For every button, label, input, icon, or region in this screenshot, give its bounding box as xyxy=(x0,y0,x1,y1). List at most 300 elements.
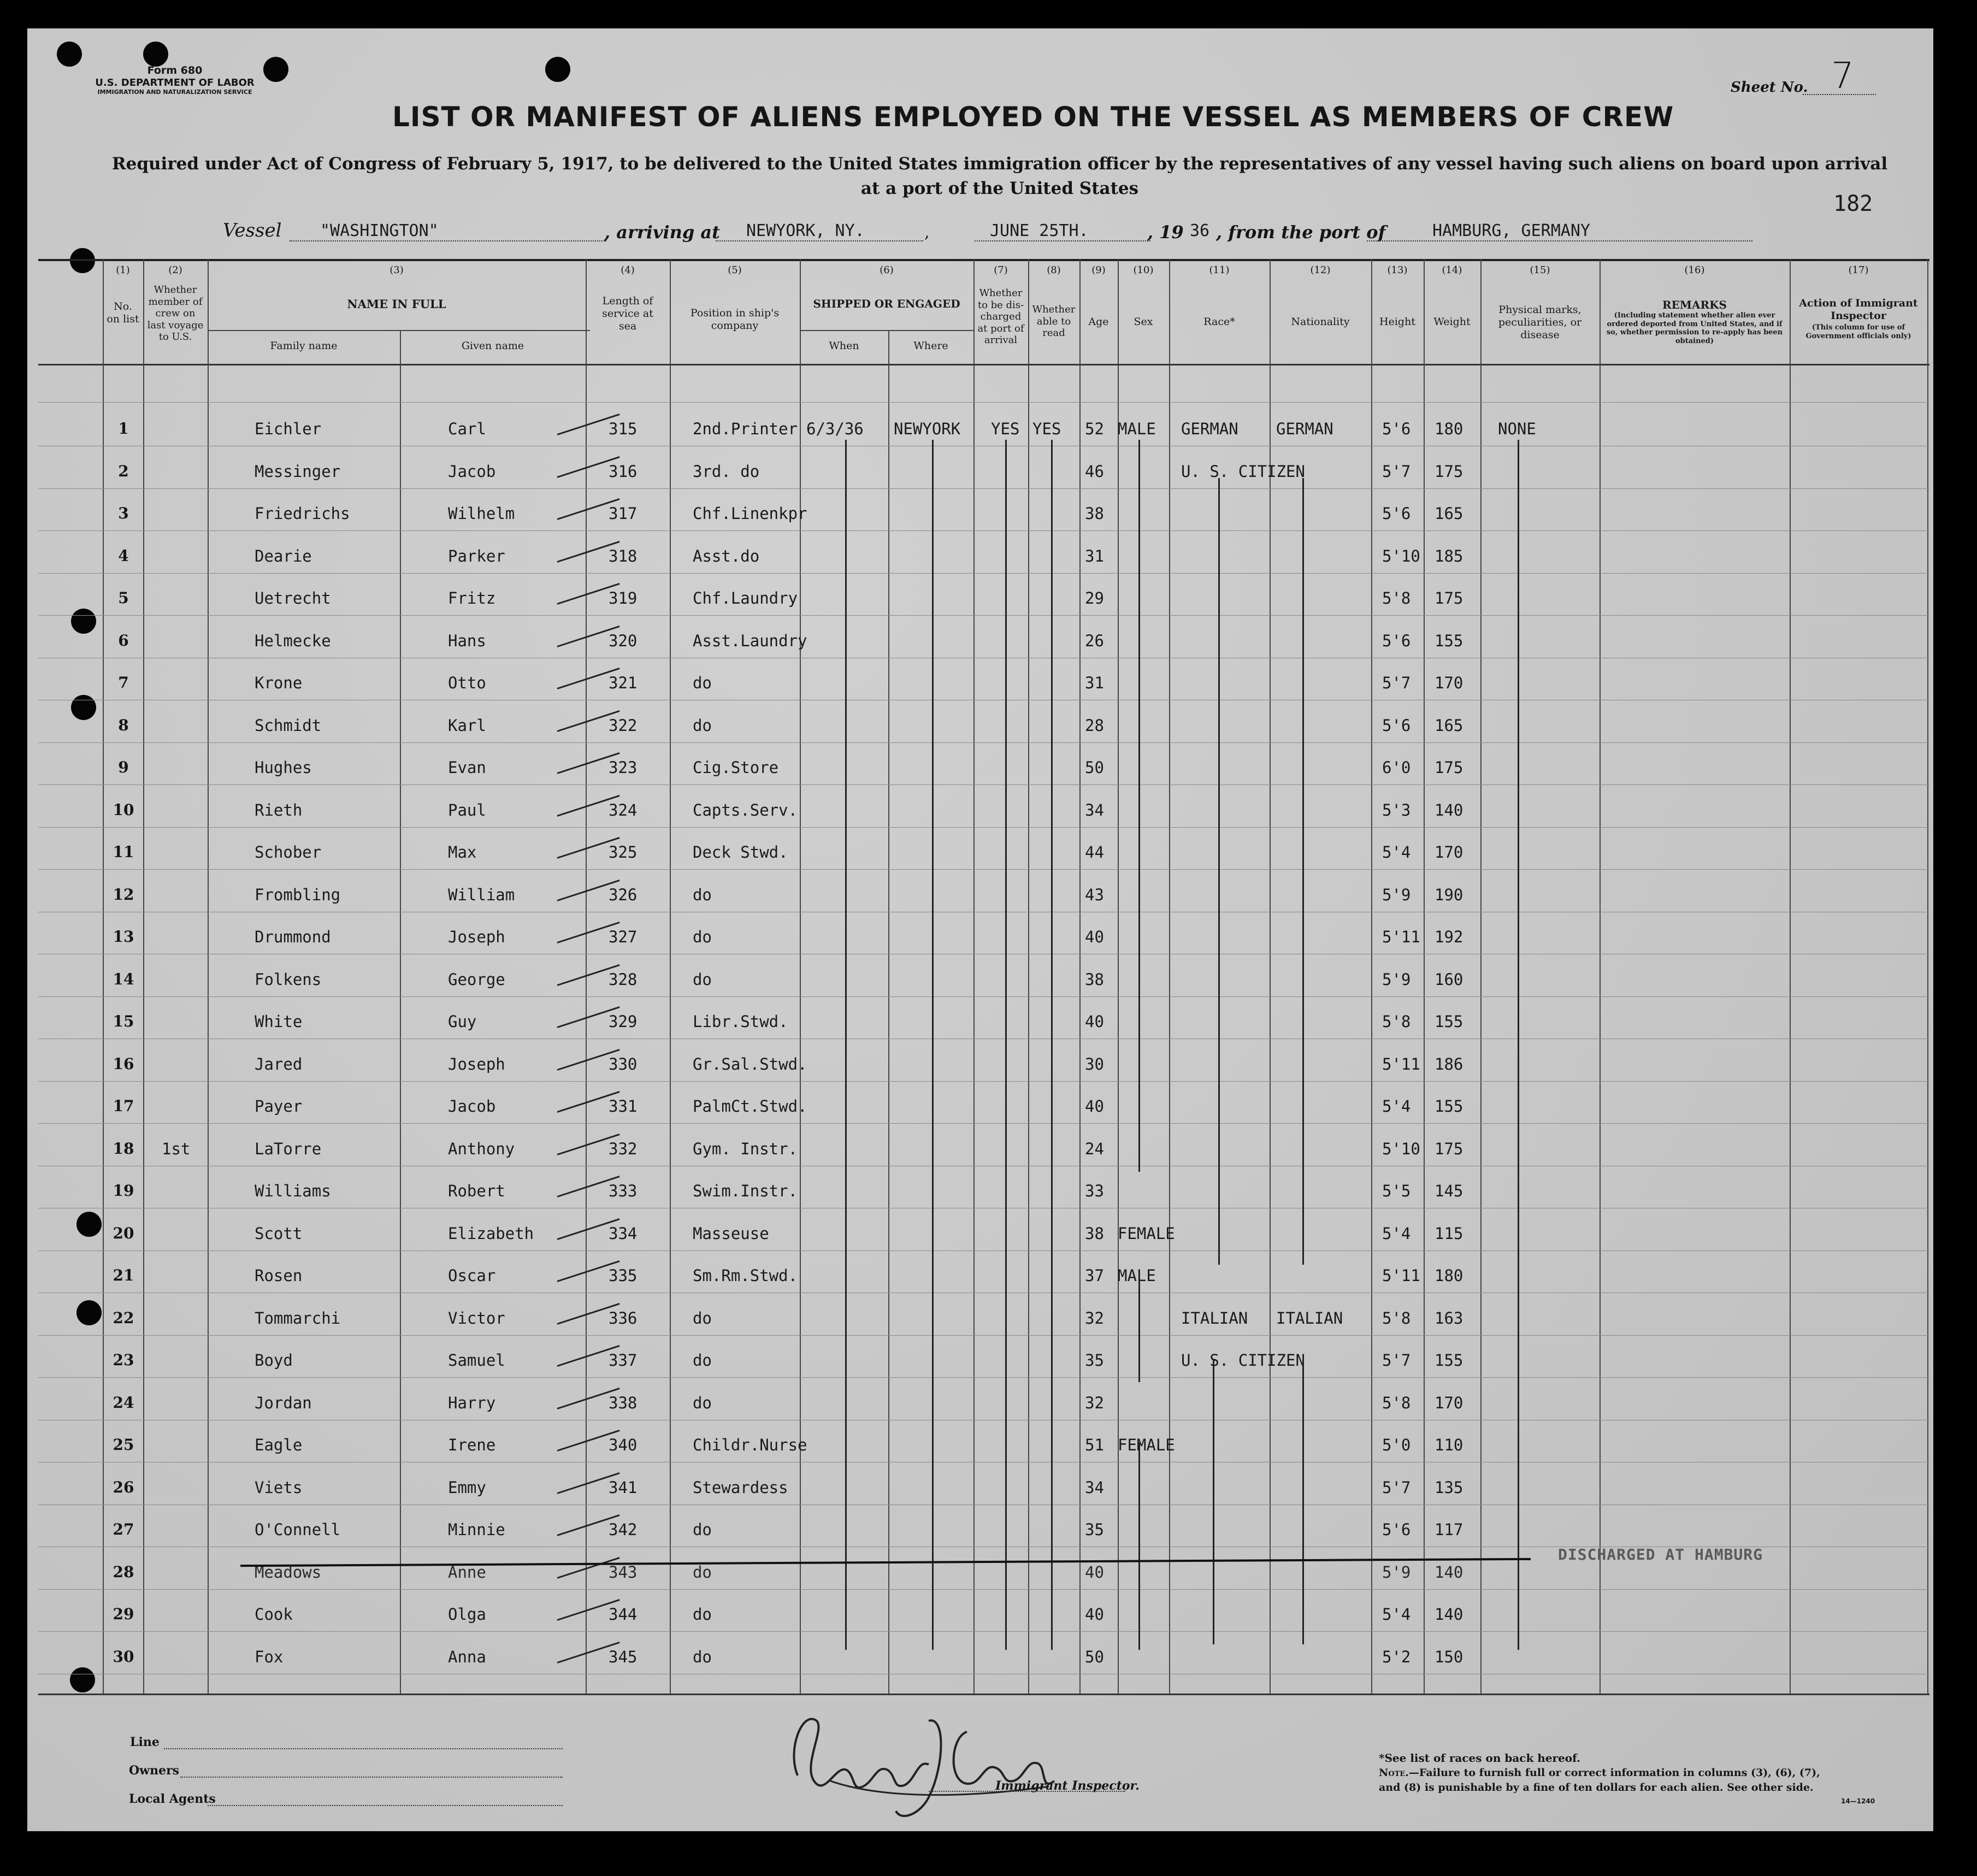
row-number: 6 xyxy=(118,631,129,650)
position-cell: do xyxy=(693,716,712,735)
service-cell: 321 xyxy=(609,674,638,692)
age-cell: 40 xyxy=(1085,1097,1104,1116)
family-name-cell: Viets xyxy=(255,1478,303,1497)
service-cell: 344 xyxy=(609,1605,638,1624)
service-cell: 342 xyxy=(609,1520,638,1539)
height-cell: 5'9 xyxy=(1382,885,1411,904)
service-cell: 340 xyxy=(609,1436,638,1454)
family-name-cell: Tommarchi xyxy=(255,1308,341,1328)
given-name-cell: Karl xyxy=(448,716,486,735)
position-cell: Masseuse xyxy=(693,1224,769,1243)
age-cell: 28 xyxy=(1085,716,1104,735)
arrival-port: NEWYORK, NY. xyxy=(746,221,865,240)
hdr-action: Action of Immigrant Inspector xyxy=(1799,297,1918,322)
col-num-3: (3) xyxy=(390,264,404,276)
service-cell: 328 xyxy=(609,970,638,989)
age-cell: 35 xyxy=(1085,1520,1104,1539)
height-cell: 5'7 xyxy=(1382,1478,1411,1497)
position-cell: do xyxy=(693,1520,712,1539)
weight-cell: 155 xyxy=(1435,1351,1463,1370)
given-name-cell: Oscar xyxy=(448,1266,496,1285)
weight-cell: 170 xyxy=(1435,1393,1463,1412)
remark-stamp: DISCHARGED AT HAMBURG xyxy=(1558,1545,1763,1564)
hdr-member-last-voyage: Whether member of crew on last voyage to U.S. xyxy=(147,284,204,343)
row-number: 21 xyxy=(113,1266,134,1284)
fine-note xyxy=(1379,1766,1843,1795)
given-name-cell: Harry xyxy=(448,1393,496,1412)
position-cell: Chf.Linenkpr xyxy=(693,504,807,523)
position-cell: do xyxy=(693,885,712,904)
col-num-12: (12) xyxy=(1310,264,1331,276)
form-id-block xyxy=(93,64,257,96)
height-cell: 5'11 xyxy=(1382,1054,1420,1073)
weight-cell: 135 xyxy=(1435,1478,1463,1497)
manifest-page: Form 680 U.S. DEPARTMENT OF LABOR IMMIGRATION AND NATURALIZATION SERVICE Sheet No. 7 LIST OR MANIFEST OF ALIENS EMPLOYED ON THE VESSEL AS MEMBERS OF CREW Required under Act of Congress of February 5, 1917, to be delivered to the United States immigration officer by the representatives of any vessel having such aliens on board upon arrival at a port of the United States 182 Vessel "WASHINGTON" , arriving at NEWYORK, NY. , JUNE 25TH. , 19 36 , from the port of HAMBURG, GERMANY (1) (2) (3) (4) (5) (6) (7) (8) (9) (10) (11) (12) (13) (14) (15) (16) (17) No. on list Whether member of crew on last voyage to U.S. NAME IN FULL Family name Given name Length of service at sea Position in ship's company SHIPPED OR ENGAGED When Where Whether to be dis-charged at port of arrival Whether able to read Age Sex Race* Nationality Height Weight Physical marks, peculiarities, or disease REMARKS (Including statement whether alien ever ordered deported from United States, and if so, whether permission to re-apply has been obtained) Action of Immigrant Inspector (This column for use of Government officials only) 1 Eichler Carl 315 2nd.Printer 6/3/36 NEWYORK YES YES 52 MALE GERMAN GERMAN 5'6 180 NONE 2 Messinger Jacob 316 3rd. do 46 U. S. CITIZEN 5'7 175 3 Friedrichs Wilhelm 317 Chf.Linenkpr 38 5'6 165 4 Dearie Parker 318 Asst.do 31 5'10 185 5 Uetrecht Fritz 319 Chf.Laundry 29 5'8 175 6 Helmecke Hans 320 Asst.Laundry 26 5'6 155 7 Krone Otto 321 do 31 5'7 170 8 Schmidt Karl 322 do 28 5'6 165 9 Hughes Evan 323 Cig.Store 50 6'0 175 10 Rieth Paul 324 Capts.Serv. 34 5'3 140 11 Schober Max 325 Deck Stwd. 44 5'4 170 12 Frombling William 326 do 43 5'9 190 13 Drummond Joseph 327 do 40 5'11 192 14 Folkens George 328 do 38 5'9 160 15 White Guy 329 Libr.Stwd. 40 5'8 155 16 Jared Joseph 330 Gr.Sal.Stwd. 30 5'11 186 17 Payer Jacob 331 PalmCt.Stwd. 40 5'4 155 18 1st LaTorre Anthony 332 Gym. Instr. 24 5'10 175 19 Williams Robert 333 Swim.Instr. 33 5'5 145 20 Scott Elizabeth 334 Masseuse 38 FEMALE 5'4 115 21 Rosen Oscar 335 Sm.Rm.Stwd. 37 MALE 5'11 180 22 Tommarchi Victor 336 do 32 ITALIAN ITALIAN 5'8 163 23 Boyd Samuel 337 do 35 U. S. CITIZEN 5'7 155 24 Jordan Harry 338 do 32 5'8 170 25 Eagle Irene 340 Childr.Nurse 51 FEMALE 5'0 110 26 Viets Emmy 341 Stewardess 34 5'7 135 27 O'Connell Minnie 342 do 35 5'6 117 28 Meadows Anne 343 do 40 5'9 140 DISCHARGED AT HAMBURG 29 Cook Olga 344 do 40 5'4 140 30 Fox Anna 345 do 50 5'2 150 Line Owners Local Agents Immigrant Inspector. *See list of races on back hereof. Note.—Failure to furnish full or correct information in columns (3), (6), (7), and (8) is punishable by a fine of ten dollars for each alien. See other side. 14—1240 xyxy=(0,0,1977,1876)
col-num-14: (14) xyxy=(1442,264,1462,276)
race-cell: GERMAN xyxy=(1181,420,1238,438)
nationality-cell: ITALIAN xyxy=(1276,1308,1343,1328)
height-cell: 5'6 xyxy=(1382,420,1411,438)
arrival-year: 36 xyxy=(1190,221,1210,240)
age-cell: 38 xyxy=(1085,504,1104,523)
height-cell: 5'5 xyxy=(1382,1182,1411,1200)
weight-cell: 160 xyxy=(1435,970,1463,989)
col-num-10: (10) xyxy=(1133,264,1154,276)
race-cell: U. S. CITIZEN xyxy=(1181,1351,1305,1370)
age-cell: 32 xyxy=(1085,1393,1104,1412)
row-rule xyxy=(38,1335,1929,1336)
row-number: 13 xyxy=(113,928,134,946)
hdr-weight: Weight xyxy=(1433,316,1471,328)
ditto-line-sex-1 xyxy=(1138,440,1140,1172)
punch-hole xyxy=(71,609,96,634)
row-number: 5 xyxy=(118,589,129,607)
row-rule xyxy=(38,869,1929,870)
position-cell: Gr.Sal.Stwd. xyxy=(693,1054,807,1073)
family-name-cell: Jordan xyxy=(255,1393,312,1412)
weight-cell: 155 xyxy=(1435,631,1463,650)
given-name-cell: Evan xyxy=(448,758,486,777)
height-cell: 5'7 xyxy=(1382,462,1411,481)
position-cell: Swim.Instr. xyxy=(693,1182,798,1200)
position-cell: Asst.Laundry xyxy=(693,631,807,650)
hdr-when: When xyxy=(829,340,859,352)
hdr-nationality: Nationality xyxy=(1291,316,1350,328)
family-name-cell: Dearie xyxy=(255,546,312,565)
col-num-6: (6) xyxy=(880,264,894,276)
weight-cell: 180 xyxy=(1435,1266,1463,1285)
position-cell: do xyxy=(693,1351,712,1370)
age-cell: 35 xyxy=(1085,1351,1104,1370)
age-cell: 37 xyxy=(1085,1266,1104,1285)
footer-owners-label: Owners xyxy=(129,1763,180,1778)
sheet-label: Sheet No. xyxy=(1731,79,1808,96)
height-cell: 5'4 xyxy=(1382,843,1411,862)
row-number: 25 xyxy=(113,1436,134,1454)
weight-cell: 117 xyxy=(1435,1520,1463,1539)
hdr-action-note: (This column for use of Government officials only) xyxy=(1805,323,1911,340)
given-name-cell: William xyxy=(448,885,515,904)
age-cell: 29 xyxy=(1085,589,1104,607)
row-number: 2 xyxy=(118,462,129,480)
family-name-cell: LaTorre xyxy=(255,1139,322,1158)
hdr-name-in-full: NAME IN FULL xyxy=(347,297,446,311)
family-name-cell: Frombling xyxy=(255,885,341,904)
hdr-able-read: Whether able to read xyxy=(1032,304,1076,339)
service-cell: 318 xyxy=(609,546,638,565)
given-name-cell: Irene xyxy=(448,1436,496,1454)
given-name-cell: Guy xyxy=(448,1012,477,1031)
given-name-cell: Fritz xyxy=(448,589,496,607)
service-cell: 331 xyxy=(609,1097,638,1116)
age-cell: 38 xyxy=(1085,1224,1104,1243)
ditto-line-nat-1 xyxy=(1302,478,1304,1265)
read-cell: YES xyxy=(1032,420,1061,438)
hdr-sex: Sex xyxy=(1134,316,1153,328)
col-num-13: (13) xyxy=(1387,264,1408,276)
position-cell: do xyxy=(693,928,712,946)
weight-cell: 175 xyxy=(1435,589,1463,607)
hdr-physical: Physical marks, peculiarities, or disease xyxy=(1498,304,1582,341)
given-name-cell: Parker xyxy=(448,546,505,565)
row-number: 10 xyxy=(113,800,134,819)
service-cell: 343 xyxy=(609,1562,638,1582)
row-rule xyxy=(38,1250,1929,1251)
age-cell: 26 xyxy=(1085,631,1104,650)
position-cell: Chf.Laundry xyxy=(693,589,798,607)
given-name-cell: Anna xyxy=(448,1647,486,1666)
position-cell: PalmCt.Stwd. xyxy=(693,1097,807,1116)
weight-cell: 150 xyxy=(1435,1647,1463,1666)
weight-cell: 155 xyxy=(1435,1097,1463,1116)
hdr-race: Race* xyxy=(1203,316,1235,328)
ditto-line-where xyxy=(932,440,934,1650)
hdr-family-name: Family name xyxy=(270,340,338,352)
voyage-cell: 1st xyxy=(162,1139,191,1158)
when-cell: 6/3/36 xyxy=(806,420,864,438)
height-cell: 5'0 xyxy=(1382,1436,1411,1454)
weight-cell: 165 xyxy=(1435,504,1463,523)
footer-agents-label: Local Agents xyxy=(129,1792,216,1806)
given-name-cell: Joseph xyxy=(448,928,505,946)
given-name-cell: Robert xyxy=(448,1182,505,1200)
row-number: 19 xyxy=(113,1182,134,1200)
given-name-cell: Olga xyxy=(448,1605,486,1624)
service-cell: 337 xyxy=(609,1351,638,1370)
row-number: 27 xyxy=(113,1520,134,1538)
family-name-cell: Friedrichs xyxy=(255,504,350,523)
service-cell: 329 xyxy=(609,1012,638,1031)
service-cell: 334 xyxy=(609,1224,638,1243)
height-cell: 5'8 xyxy=(1382,589,1411,607)
form-number: Form 680 xyxy=(147,64,203,76)
height-cell: 5'8 xyxy=(1382,1308,1411,1328)
weight-cell: 192 xyxy=(1435,928,1463,946)
position-cell: Capts.Serv. xyxy=(693,800,798,819)
row-number: 23 xyxy=(113,1351,134,1369)
family-name-cell: Rieth xyxy=(255,800,303,819)
row-number: 8 xyxy=(118,716,129,734)
service-cell: 333 xyxy=(609,1182,638,1200)
position-cell: Childr.Nurse xyxy=(693,1436,807,1454)
service-cell: 316 xyxy=(609,462,638,481)
service-cell: 325 xyxy=(609,843,638,862)
age-cell: 50 xyxy=(1085,758,1104,777)
row-number: 15 xyxy=(113,1012,134,1030)
row-number: 12 xyxy=(113,885,134,904)
year-prefix: , 19 xyxy=(1147,222,1184,243)
family-name-cell: Drummond xyxy=(255,928,331,946)
family-name-cell: Eagle xyxy=(255,1436,303,1454)
arrival-date: JUNE 25TH. xyxy=(990,221,1089,240)
position-cell: do xyxy=(693,1605,712,1624)
age-cell: 24 xyxy=(1085,1139,1104,1158)
weight-cell: 170 xyxy=(1435,674,1463,692)
departure-port: HAMBURG, GERMANY xyxy=(1432,221,1590,240)
weight-cell: 140 xyxy=(1435,1605,1463,1624)
weight-cell: 145 xyxy=(1435,1182,1463,1200)
row-rule xyxy=(38,1123,1929,1124)
position-cell: do xyxy=(693,1308,712,1328)
ditto-line-race-1 xyxy=(1218,478,1220,1265)
row-number: 1 xyxy=(118,420,129,438)
service-cell: 341 xyxy=(609,1478,638,1497)
punch-hole xyxy=(71,695,96,720)
inspector-signature xyxy=(765,1699,1071,1830)
fine-note-text: —Failure to furnish full or correct information in columns (3), (6), (7), and (8) is punishable by a fine of ten dollars for each alien. See other side. xyxy=(1379,1767,1820,1794)
age-cell: 34 xyxy=(1085,1478,1104,1497)
row-rule xyxy=(38,996,1929,997)
height-cell: 5'6 xyxy=(1382,504,1411,523)
given-name-cell: Minnie xyxy=(448,1520,505,1539)
height-cell: 5'6 xyxy=(1382,716,1411,735)
weight-cell: 165 xyxy=(1435,716,1463,735)
row-number: 7 xyxy=(118,674,129,692)
row-rule xyxy=(38,1589,1929,1590)
service-cell: 330 xyxy=(609,1054,638,1073)
row-rule xyxy=(38,1081,1929,1082)
position-cell: do xyxy=(693,970,712,989)
height-cell: 5'3 xyxy=(1382,800,1411,819)
row-rule xyxy=(38,402,1929,403)
weight-cell: 190 xyxy=(1435,885,1463,904)
row-rule xyxy=(38,742,1929,743)
sex-cell: FEMALE xyxy=(1118,1436,1175,1454)
age-cell: 50 xyxy=(1085,1647,1104,1666)
col-num-17: (17) xyxy=(1848,264,1869,276)
service-cell: 336 xyxy=(609,1308,638,1328)
given-name-cell: Elizabeth xyxy=(448,1224,534,1243)
family-name-cell: Cook xyxy=(255,1605,293,1624)
family-name-cell: Helmecke xyxy=(255,631,331,650)
service-cell: 327 xyxy=(609,928,638,946)
weight-cell: 110 xyxy=(1435,1436,1463,1454)
family-name-cell: Payer xyxy=(255,1097,303,1116)
family-name-cell: Williams xyxy=(255,1182,331,1200)
position-cell: do xyxy=(693,1647,712,1666)
position-cell: do xyxy=(693,1393,712,1412)
race-cell: ITALIAN xyxy=(1181,1308,1248,1328)
sex-cell: FEMALE xyxy=(1118,1224,1175,1243)
row-number: 22 xyxy=(113,1308,134,1327)
form-code: 14—1240 xyxy=(1841,1797,1875,1805)
height-cell: 5'8 xyxy=(1382,1012,1411,1031)
col-num-9: (9) xyxy=(1091,264,1106,276)
age-cell: 51 xyxy=(1085,1436,1104,1454)
ditto-line-when xyxy=(845,440,847,1650)
port-label: , from the port of xyxy=(1216,222,1386,243)
punch-hole xyxy=(76,1212,102,1237)
ditto-line-race-2 xyxy=(1213,1360,1214,1644)
weight-cell: 163 xyxy=(1435,1308,1463,1328)
position-cell: Libr.Stwd. xyxy=(693,1012,788,1031)
row-number: 14 xyxy=(113,970,134,988)
row-number: 17 xyxy=(113,1097,134,1115)
family-name-cell: Boyd xyxy=(255,1351,293,1370)
position-cell: 2nd.Printer xyxy=(693,420,798,438)
given-name-cell: Joseph xyxy=(448,1054,505,1073)
weight-cell: 185 xyxy=(1435,546,1463,565)
race-cell: U. S. CITIZEN xyxy=(1181,462,1305,481)
where-cell: NEWYORK xyxy=(894,420,961,438)
col-num-8: (8) xyxy=(1047,264,1061,276)
vessel-label: Vessel xyxy=(223,220,282,241)
hdr-no-on-list: No. on list xyxy=(107,300,139,325)
given-name-cell: Samuel xyxy=(448,1351,505,1370)
age-cell: 43 xyxy=(1085,885,1104,904)
hdr-where: Where xyxy=(913,340,948,352)
row-number: 30 xyxy=(113,1647,134,1666)
row-number: 28 xyxy=(113,1562,134,1581)
service-cell: 326 xyxy=(609,885,638,904)
ditto-line-physical xyxy=(1518,440,1519,1650)
races-note: *See list of races on back hereof. xyxy=(1379,1751,1581,1765)
family-name-cell: Meadows xyxy=(255,1562,322,1582)
row-rule xyxy=(38,1377,1929,1378)
weight-cell: 175 xyxy=(1435,758,1463,777)
discharge-cell: YES xyxy=(991,420,1020,438)
row-number: 26 xyxy=(113,1478,134,1496)
height-cell: 5'8 xyxy=(1382,1393,1411,1412)
fine-note-label: Note. xyxy=(1379,1767,1409,1779)
family-name-cell: Messinger xyxy=(255,462,341,481)
service-cell: 324 xyxy=(609,800,638,819)
punch-hole xyxy=(57,42,82,67)
height-cell: 5'7 xyxy=(1382,674,1411,692)
given-name-cell: Jacob xyxy=(448,462,496,481)
given-name-cell: Hans xyxy=(448,631,486,650)
row-number: 4 xyxy=(118,546,129,565)
position-cell: Asst.do xyxy=(693,546,760,565)
given-name-cell: Emmy xyxy=(448,1478,486,1497)
age-cell: 30 xyxy=(1085,1054,1104,1073)
col-num-1: (1) xyxy=(116,264,130,276)
height-cell: 5'4 xyxy=(1382,1097,1411,1116)
height-cell: 5'9 xyxy=(1382,970,1411,989)
row-number: 29 xyxy=(113,1605,134,1623)
row-rule xyxy=(38,573,1929,574)
age-cell: 52 xyxy=(1085,420,1104,438)
position-cell: Stewardess xyxy=(693,1478,788,1497)
inspector-label: Immigrant Inspector. xyxy=(995,1779,1140,1793)
hdr-age: Age xyxy=(1088,316,1109,328)
row-rule xyxy=(38,1631,1929,1632)
family-name-cell: Scott xyxy=(255,1224,303,1243)
service-cell: 317 xyxy=(609,504,638,523)
col-num-15: (15) xyxy=(1530,264,1550,276)
weight-cell: 186 xyxy=(1435,1054,1463,1073)
physical-cell: NONE xyxy=(1498,420,1536,438)
row-number: 9 xyxy=(118,758,129,776)
given-name-cell: Max xyxy=(448,843,477,862)
sex-cell: MALE xyxy=(1118,420,1156,438)
vessel-name: "WASHINGTON" xyxy=(320,221,439,240)
family-name-cell: Eichler xyxy=(255,420,322,438)
height-cell: 5'4 xyxy=(1382,1224,1411,1243)
ditto-line-sex-2 xyxy=(1138,1278,1140,1382)
service-cell: 320 xyxy=(609,631,638,650)
row-number: 24 xyxy=(113,1393,134,1412)
height-cell: 5'9 xyxy=(1382,1562,1411,1582)
row-number: 3 xyxy=(118,504,129,522)
nationality-cell: GERMAN xyxy=(1276,420,1333,438)
given-name-cell: Otto xyxy=(448,674,486,692)
height-cell: 5'6 xyxy=(1382,1520,1411,1539)
given-name-cell: George xyxy=(448,970,505,989)
family-name-cell: O'Connell xyxy=(255,1520,341,1539)
row-rule xyxy=(38,488,1929,489)
col-num-11: (11) xyxy=(1209,264,1230,276)
hdr-shipped-engaged: SHIPPED OR ENGAGED xyxy=(813,297,960,310)
age-cell: 31 xyxy=(1085,546,1104,565)
family-name-cell: Rosen xyxy=(255,1266,303,1285)
height-cell: 5'10 xyxy=(1382,546,1420,565)
col-num-16: (16) xyxy=(1684,264,1705,276)
punch-hole xyxy=(263,57,288,82)
punch-hole xyxy=(143,42,168,67)
position-cell: Gym. Instr. xyxy=(693,1139,798,1158)
ditto-line-nat-2 xyxy=(1302,1360,1304,1644)
hdr-discharged: Whether to be dis-charged at port of arrival xyxy=(977,287,1024,346)
age-cell: 31 xyxy=(1085,674,1104,692)
given-name-cell: Victor xyxy=(448,1308,505,1328)
row-number: 20 xyxy=(113,1224,134,1242)
weight-cell: 180 xyxy=(1435,420,1463,438)
service-cell: 319 xyxy=(609,589,638,607)
weight-cell: 175 xyxy=(1435,462,1463,481)
given-name-cell: Anne xyxy=(448,1562,486,1582)
row-number: 16 xyxy=(113,1054,134,1073)
service-cell: 322 xyxy=(609,716,638,735)
service-cell: 315 xyxy=(609,420,638,438)
punch-hole xyxy=(76,1300,102,1325)
family-name-cell: Krone xyxy=(255,674,303,692)
col-num-7: (7) xyxy=(994,264,1008,276)
position-cell: Deck Stwd. xyxy=(693,843,788,862)
age-cell: 40 xyxy=(1085,928,1104,946)
hdr-position: Position in ship's company xyxy=(690,307,780,332)
family-name-cell: Uetrecht xyxy=(255,589,331,607)
service-cell: 338 xyxy=(609,1393,638,1412)
family-name-cell: Schmidt xyxy=(255,716,322,735)
weight-cell: 140 xyxy=(1435,800,1463,819)
age-cell: 40 xyxy=(1085,1562,1104,1582)
service-name: IMMIGRATION AND NATURALIZATION SERVICE xyxy=(97,89,252,96)
position-cell: do xyxy=(693,674,712,692)
height-cell: 5'6 xyxy=(1382,631,1411,650)
age-cell: 46 xyxy=(1085,462,1104,481)
ditto-line-sex-3 xyxy=(1138,1442,1140,1650)
